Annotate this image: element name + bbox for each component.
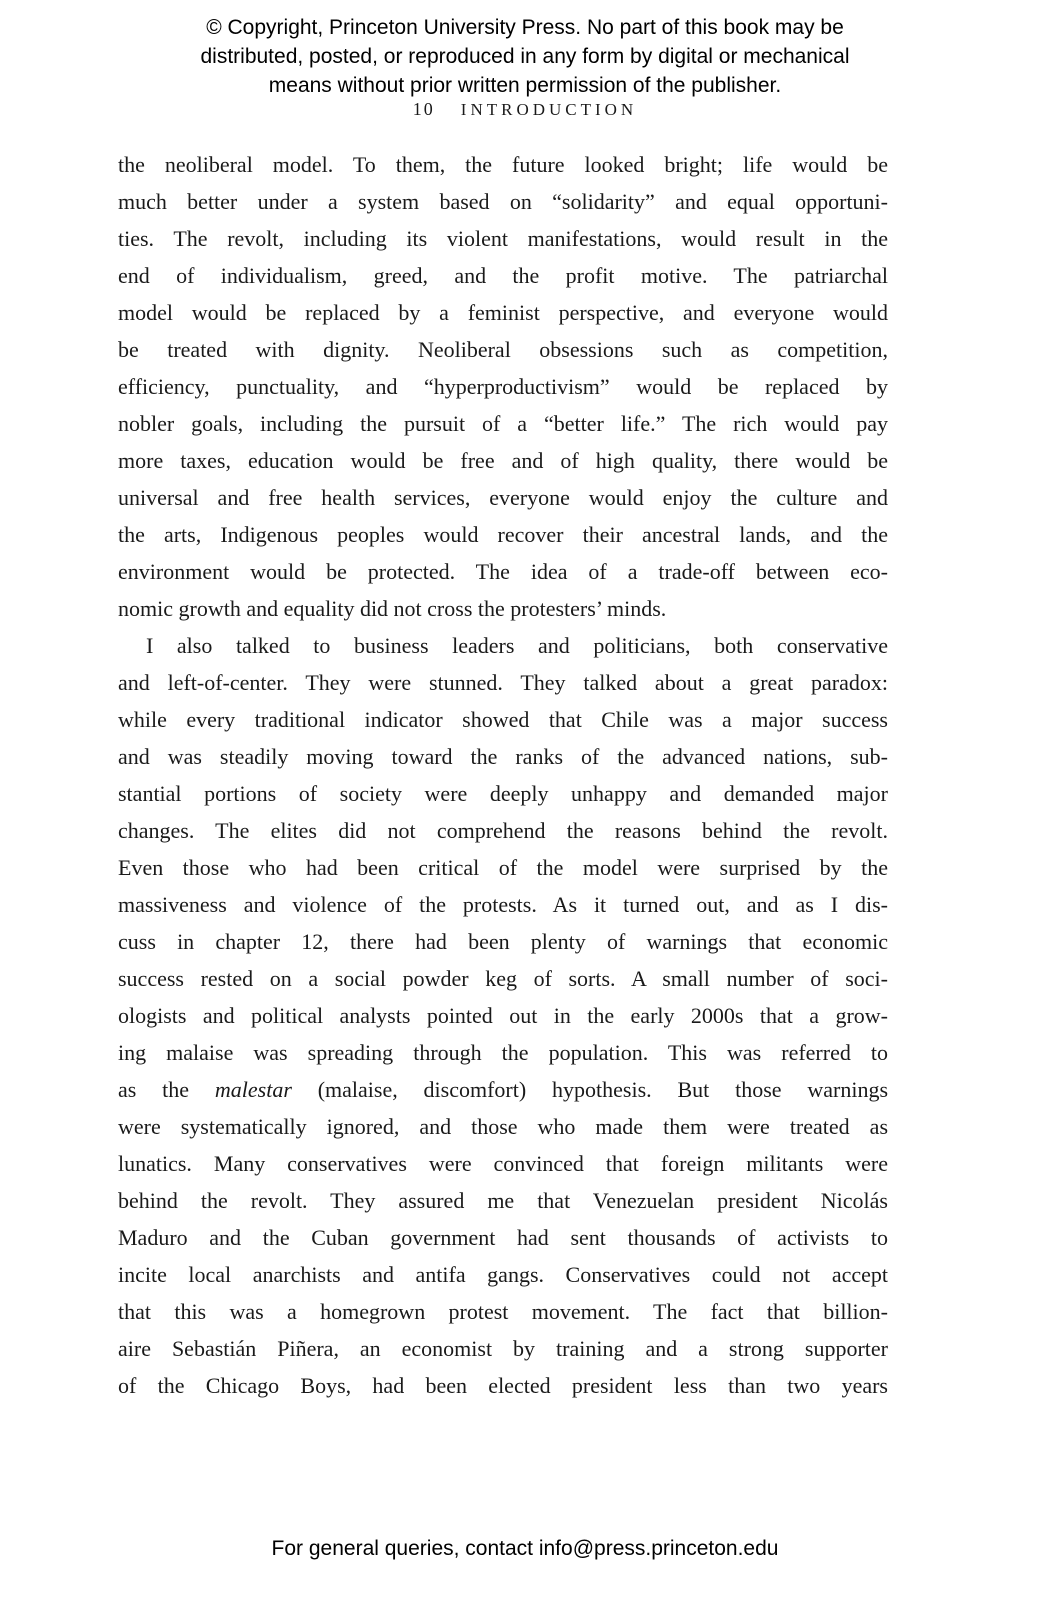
text-line: nobler goals, including the pursuit of a “better life.” The rich would pay xyxy=(118,411,888,436)
copyright-line: means without prior written permission of the publisher. xyxy=(268,74,782,97)
text-line: nomic growth and equality did not cross the protesters’ minds. xyxy=(118,596,667,621)
text-line: lunatics. Many conservatives were convinced that foreign militants were xyxy=(118,1151,888,1176)
text-line: that this was a homegrown protest movement. The fact that billion- xyxy=(118,1299,888,1324)
text-line: were systematically ignored, and those who made them were treated as xyxy=(118,1114,888,1139)
text-line: success rested on a social powder keg of sorts. A small number of soci- xyxy=(118,966,888,991)
copyright-line: distributed, posted, or reproduced in any form by digital or mechanical xyxy=(200,45,850,68)
text-line: universal and free health services, everyone would enjoy the culture and xyxy=(118,485,888,510)
running-head-title: INTRODUCTION xyxy=(460,100,638,119)
text-line: end of individualism, greed, and the profit motive. The patriarchal xyxy=(118,263,888,288)
text-line: much better under a system based on “solidarity” and equal opportuni- xyxy=(118,189,888,214)
text-line: the neoliberal model. To them, the future looked bright; life would be xyxy=(118,152,888,177)
text-line: changes. The elites did not comprehend the reasons behind the revolt. xyxy=(118,818,888,843)
text-line: stantial portions of society were deeply unhappy and demanded major xyxy=(118,781,888,806)
text-line: ties. The revolt, including its violent manifestations, would result in the xyxy=(118,226,888,251)
page-footer xyxy=(0,1537,1050,1561)
text-line xyxy=(118,1071,888,1108)
text-line: the arts, Indigenous peoples would recover their ancestral lands, and the xyxy=(118,522,888,547)
text-line: ologists and political analysts pointed out in the early 2000s that a grow- xyxy=(118,1003,888,1028)
text-line: be treated with dignity. Neoliberal obsessions such as competition, xyxy=(118,337,888,362)
text-line: model would be replaced by a feminist perspective, and everyone would xyxy=(118,300,888,325)
body-text xyxy=(118,146,888,1404)
text-line: of the Chicago Boys, had been elected president less than two years xyxy=(118,1373,888,1398)
text-line: efficiency, punctuality, and “hyperproductivism” would be replaced by xyxy=(118,374,888,399)
text-line: Maduro and the Cuban government had sent thousands of activists to xyxy=(118,1225,888,1250)
text-line: massiveness and violence of the protests. As it turned out, and as I dis- xyxy=(118,892,888,917)
text-segment: as the xyxy=(118,1077,215,1102)
text-line: I also talked to business leaders and politicians, both conservative xyxy=(146,633,888,658)
text-line: while every traditional indicator showed that Chile was a major success xyxy=(118,707,888,732)
copyright-notice xyxy=(0,13,1050,100)
text-line: aire Sebastián Piñera, an economist by training and a strong supporter xyxy=(118,1336,888,1361)
page-number: 10 xyxy=(412,99,435,119)
text-line: environment would be protected. The idea of a trade-off between eco- xyxy=(118,559,888,584)
copyright-line: © Copyright, Princeton University Press. No part of this book may be xyxy=(206,16,844,39)
text-segment: (malaise, discomfort) hypothesis. But those warnings xyxy=(291,1077,889,1102)
paragraph-1 xyxy=(118,146,888,627)
italic-term-malestar: malestar xyxy=(214,1077,292,1102)
text-line: incite local anarchists and antifa gangs. Conservatives could not accept xyxy=(118,1262,888,1287)
paragraph-2 xyxy=(118,627,888,1404)
footer-contact-line: For general queries, contact info@press.princeton.edu xyxy=(271,1537,779,1560)
text-line: ing malaise was spreading through the population. This was referred to xyxy=(118,1040,888,1065)
running-head xyxy=(0,99,1050,120)
text-line: Even those who had been critical of the model were surprised by the xyxy=(118,855,888,880)
text-line: cuss in chapter 12, there had been plenty of warnings that economic xyxy=(118,929,888,954)
text-line: and left-of-center. They were stunned. They talked about a great paradox: xyxy=(118,670,888,695)
text-line: behind the revolt. They assured me that Venezuelan president Nicolás xyxy=(118,1188,888,1213)
text-line: and was steadily moving toward the ranks of the advanced nations, sub- xyxy=(118,744,888,769)
text-line: more taxes, education would be free and of high quality, there would be xyxy=(118,448,888,473)
